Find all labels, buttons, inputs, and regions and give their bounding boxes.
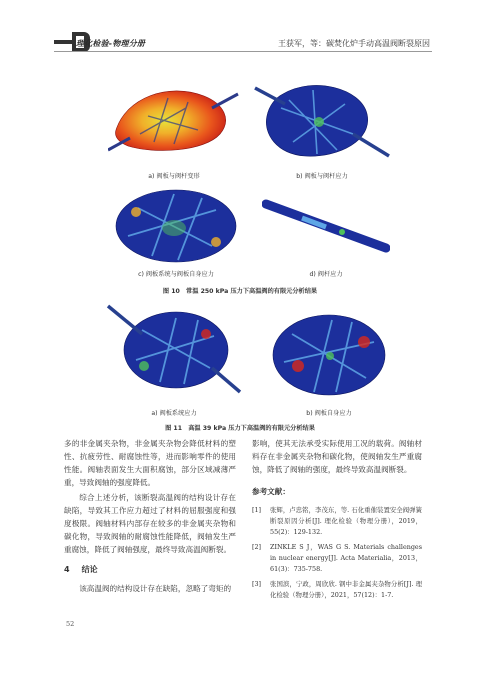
figure11-title: 图 11 高温 39 kPa 压力下高温阀的有限元分析结果 [165, 425, 315, 432]
reference-text: 张辉，卢忠铭，李茂东，等. 石化重催装置安全阀弹簧断裂原因分析[J]. 理化检验（物理分册），2019，55(2)：129-132. [270, 506, 422, 536]
reference-item [252, 505, 422, 538]
reference-item [252, 542, 422, 575]
figure11-panel-b [270, 312, 388, 398]
paragraph: 综合上述分析，该断裂高温阀的结构设计存在缺陷，导致其工作应力超过了材料的屈服强度和强度极限。阀轴材料内部存在较多的非金属夹杂物和碳化物，导致阀轴的耐腐蚀性能降低，阀轴发生严重腐蚀，降低了阀轴强度，最终导致高温阀断裂。 [64, 493, 236, 554]
paragraph: 影响，使其无法承受实际使用工况的载荷。阀轴材料存在非金属夹杂物和碳化物，使阀轴发生严重腐蚀，降低了阀轴的强度，最终导致高温阀断裂。 [252, 439, 422, 474]
figure10-title: 图 10 常温 250 kPa 压力下高温阀的有限元分析结果 [162, 288, 318, 295]
figure10-caption-c: c) 阀板系统与阀板自身应力 [138, 271, 214, 278]
section-heading [64, 563, 236, 576]
paragraph: 该高温阀的结构设计存在缺陷，忽略了弯矩的 [79, 584, 232, 593]
left-column [64, 437, 236, 595]
figure10-panel-a [108, 68, 240, 166]
figure11-caption-b: b) 阀板自身应力 [306, 410, 352, 417]
reference-text: 张国滨，宁政，周欣欣. 钢中非金属夹杂物分析[J]. 理化检验（物理分册），2021，57(12)：1-7. [270, 580, 422, 599]
section-number: 4 [64, 565, 70, 574]
running-title: 王获军，等：碳焚化炉手动高温阀断裂原因 [278, 39, 430, 48]
figure10-panel-d [262, 198, 390, 254]
figure10-caption-d: d) 阀杆应力 [309, 271, 343, 278]
paragraph: 多的非金属夹杂物，非金属夹杂物会降低材料的塑性、抗疲劳性、耐腐蚀性等，进而影响零件的使用性能。阀轴表面发生大面积腐蚀，部分区域减薄严重，导致阀轴的强度降低。 [64, 439, 236, 487]
reference-number: [3] [252, 580, 262, 588]
right-column [252, 437, 422, 605]
page-number: 52 [66, 620, 75, 628]
reference-number: [1] [252, 506, 262, 514]
figure10-caption-b: b) 阀板与阀杆应力 [296, 173, 348, 180]
figure10-panel-b [253, 68, 391, 166]
journal-name: 理化检验-物理分册 [76, 39, 146, 48]
figure10-panel-c [112, 188, 240, 264]
references-heading: 参考文献： [252, 487, 290, 496]
figure10-caption-a: a) 阀板与阀杆变形 [148, 173, 200, 180]
section-title: 结论 [81, 565, 98, 574]
figure11-panel-a [106, 300, 242, 398]
figure11-caption-a: a) 阀板系统应力 [151, 410, 197, 417]
page-header [0, 0, 480, 58]
header-divider [54, 51, 432, 52]
reference-number: [2] [252, 543, 262, 551]
reference-text: ZINKLE S J，WAS G S. Materials challenges in nuclear energy[J]. Acta Materialia，2013，61(3)：735-758. [270, 543, 422, 573]
reference-item [252, 579, 422, 601]
